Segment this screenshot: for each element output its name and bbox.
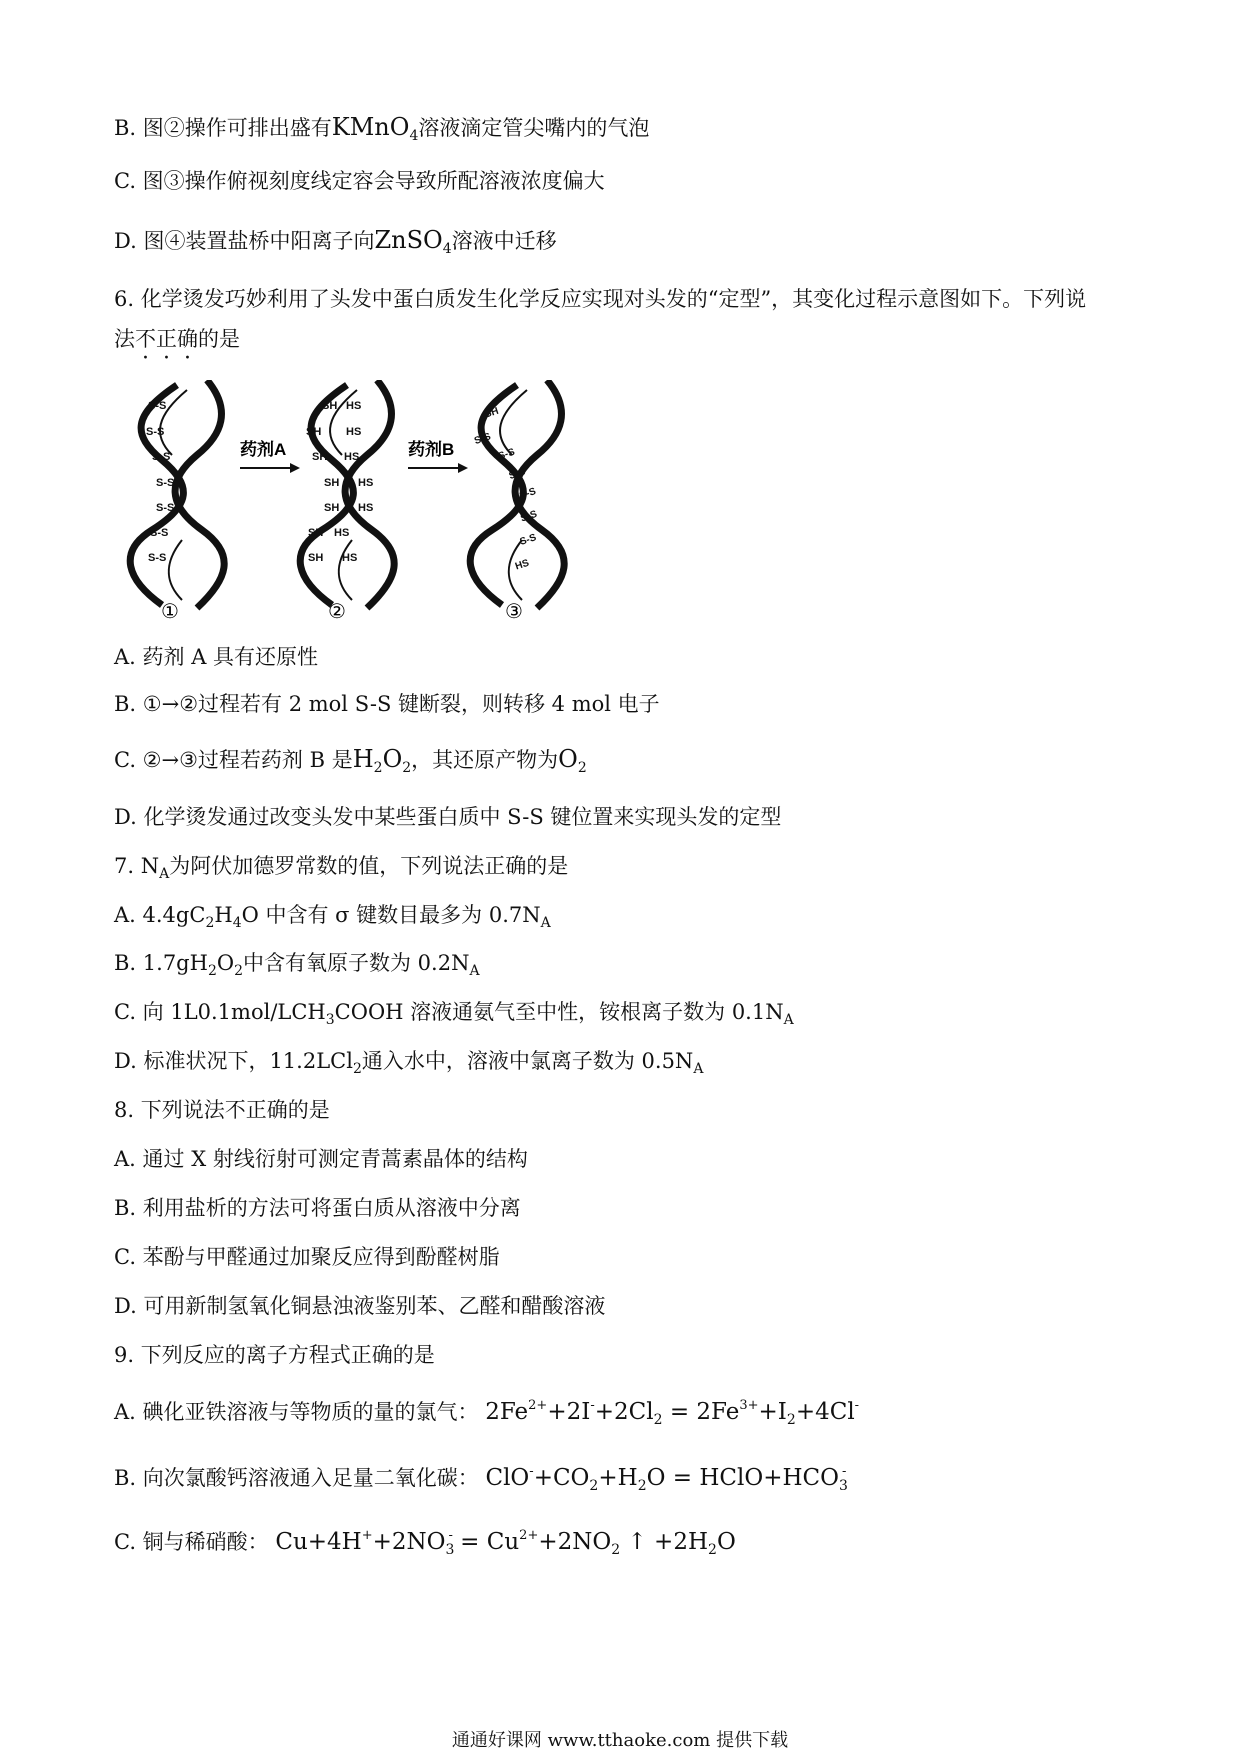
q6-option-c: C. ②→③过程若药剂 B 是$H_2O_2$，其还原产物为$O_2$ [114,745,587,776]
q9-option-a: A. 碘化亚铁溶液与等物质的量的氯气： $2Fe^{2+}+2I^-+2Cl_2 = 2Fe^{3+}+I_2+4Cl^-$ [114,1398,860,1428]
q8-option-d: D. 可用新制氢氧化铜悬浊液鉴别苯、乙醛和醋酸溶液 [114,1294,606,1318]
q9-option-c: C. 铜与稀硝酸： $Cu+4H^++2NO_3^- = Cu^{2+}+2NO_2$ ↑ $+2H_2O$ [114,1528,736,1558]
hs-group-label: HS [342,552,358,564]
ss-bond-label: S-S [518,486,538,502]
ss-bond-label: S-S [518,532,538,548]
ss-bond-label: S-S [146,426,165,438]
hs-group-label: HS [358,502,374,514]
q5-option-c: C. 图③操作俯视刻度线定容会导致所配溶液浓度偏大 [114,169,605,193]
reagent-a-label: 药剂A [240,440,287,459]
ss-bond-label: S-S [148,552,167,564]
sh-group-label: SH [483,405,501,421]
q8-stem: 8. 下列说法不正确的是 [114,1098,330,1122]
sh-group-label: SH [324,477,340,489]
reagent-a-arrow [240,439,300,473]
q6-option-d: D. 化学烫发通过改变头发中某些蛋白质中 S-S 键位置来实现头发的定型 [114,805,782,829]
ss-bond-label: S-S [519,508,539,525]
footer-source: 通通好课网 www.tthaoke.com 提供下载 [451,1730,789,1751]
hs-group-label: HS [346,426,362,438]
q8-option-b: B. 利用盐析的方法可将蛋白质从溶液中分离 [114,1196,521,1220]
q7-option-b: B. $1.7gH_2O_2$中含有氧原子数为 $0.2N_A$ [114,951,480,979]
hs-group-label: HS [358,477,374,489]
ss-bond-label: S-S [156,502,175,514]
sh-group-label: SH [308,527,324,539]
hs-group-label: HS [513,557,531,573]
panel-1-label: ① [161,599,179,623]
reagent-b-label: 药剂B [408,440,455,459]
q9-stem: 9. 下列反应的离子方程式正确的是 [114,1343,435,1367]
panel-2-label: ② [328,599,346,623]
ss-bond-label: S-S [148,400,167,412]
panel-1-helix [130,380,224,608]
sh-group-label: SH [322,400,338,412]
q6-stem-line2: 法不正确的是 [114,327,240,351]
q8-option-a: A. 通过 X 射线衍射可测定青蒿素晶体的结构 [114,1147,528,1171]
q6-option-a: A. 药剂 A 具有还原性 [114,645,319,669]
hs-group-label: HS [334,527,350,539]
q8-option-c: C. 苯酚与甲醛通过加聚反应得到酚醛树脂 [114,1245,500,1269]
ss-bond-label: S-S [496,446,517,463]
hs-group-label: HS [346,400,362,412]
ss-bond-label: S-S [152,451,171,463]
panel-3-label: ③ [505,599,523,623]
hs-group-label: HS [344,451,360,463]
q5-option-b: B. 图②操作可排出盛有KMnO$_4$溶液滴定管尖嘴内的气泡 [114,113,650,144]
sh-group-label: SH [306,426,322,438]
sh-group-label: SH [308,552,324,564]
sh-group-label: SH [312,451,328,463]
ss-bond-label: S-S [507,466,527,483]
panel-2-helix [300,380,394,608]
q7-stem: 7. $N_A$为阿伏加德罗常数的值，下列说法正确的是 [114,854,569,882]
q7-option-d: D. 标准状况下，11.2LCl$_2$通入水中，溶液中氯离子数为 $0.5N_A$ [114,1049,704,1077]
panel-3-helix [466,380,564,608]
q7-option-c: C. 向 $1L0.1mol/LCH_3COOH$ 溶液通氨气至中性，铵根离子数为 $0.1N_A$ [114,1000,794,1028]
q5-option-d: D. 图④装置盐桥中阳离子向ZnSO$_4$溶液中迁移 [114,226,557,257]
ss-bond-label: S-S [473,431,493,447]
q6-option-b: B. ①→②过程若有 2 mol S-S 键断裂，则转移 4 mol 电子 [114,692,660,716]
q7-option-a: A. $4.4gC_2H_4O$ 中含有 σ 键数目最多为 $0.7N_A$ [114,903,551,931]
q9-option-b: B. 向次氯酸钙溶液通入足量二氧化碳： $ClO^-+CO_2+H_2O$ = $HClO+HCO_3^-$ [114,1464,848,1494]
sh-group-label: SH [324,502,340,514]
q6-stem-line1: 6. 化学烫发巧妙利用了头发中蛋白质发生化学反应实现对头发的“定型”，其变化过程示意图如下。下列说 [114,287,1087,311]
hair-perm-diagram [112,380,642,625]
ss-bond-label: S-S [156,477,175,489]
reagent-b-arrow [408,439,468,473]
ss-bond-label: S-S [150,527,169,539]
